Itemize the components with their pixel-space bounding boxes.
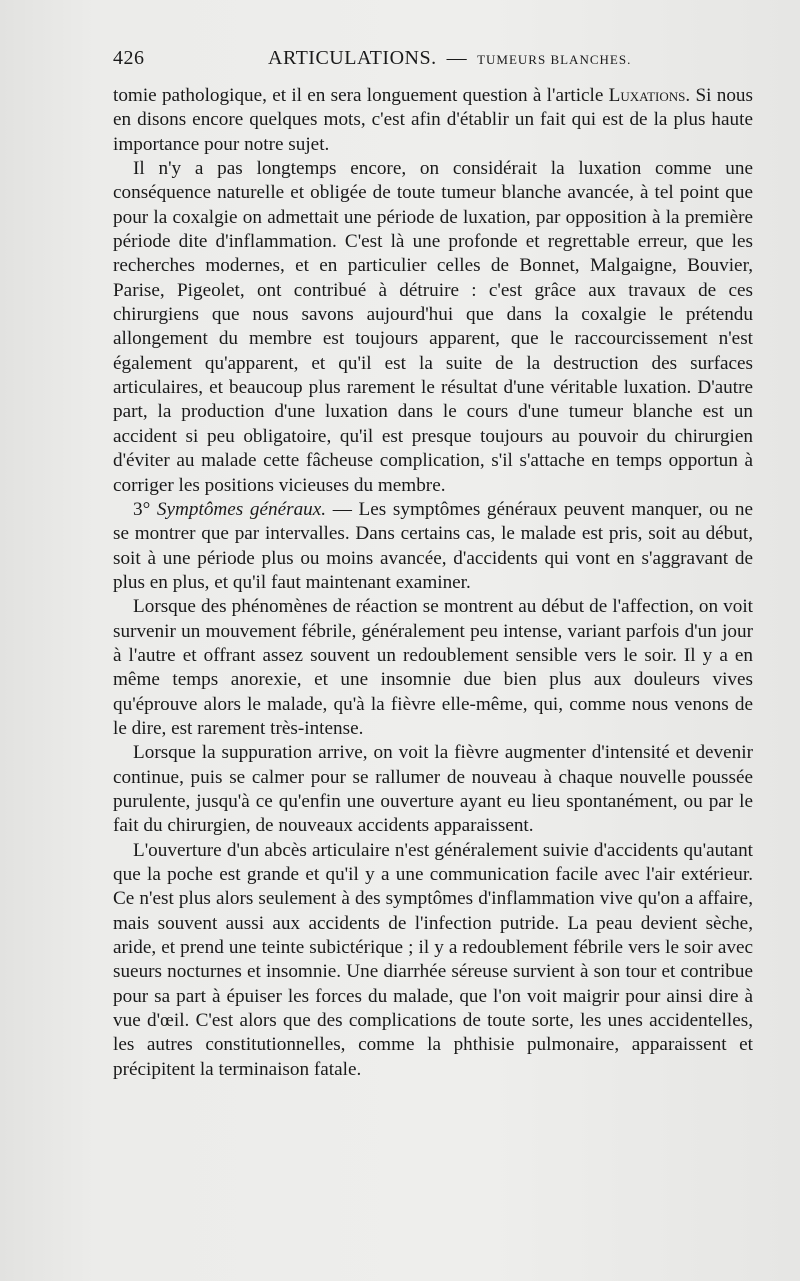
- header-subtitle: TUMEURS BLANCHES.: [477, 52, 632, 67]
- paragraph-2: Il n'y a pas longtemps encore, on considérait la luxation comme une conséquence naturelle et obligée de toute tumeur blanche avancée, à tel point que pour la coxalgie on admettait une période de luxation, par opposition à la première période dite d'inflammation. C'est là une profonde et regrettable erreur, que les recherches modernes, et en particulier celles de Bonnet, Malgaigne, Bouvier, Parise, Pigeolet, ont contribué à détruire : c'est grâce aux travaux de ces chirurgiens que nous savons aujourd'hui que dans la coxalgie le prétendu allongement du membre est toujours apparent, que le raccourcissement n'est également qu'apparent, et qu'il est la suite de la destruction des surfaces articulaires, et beaucoup plus rarement le résultat d'une véritable luxation. D'autre part, la production d'une luxation dans le cours d'une tumeur blanche est un accident si peu obligatoire, qu'il est presque toujours au pouvoir du chirurgien d'éviter au malade cette fâcheuse complication, s'il s'attache en temps opportun à corriger les positions vicieuses du membre.: [113, 158, 753, 496]
- paragraph-5: Lorsque la suppuration arrive, on voit la fièvre augmenter d'intensité et devenir continue, puis se calmer pour se rallumer de nouveau à chaque nouvelle poussée purulente, jusqu'à ce qu'enfin une ouverture ayant eu lieu spontanément, ou par le fait du chirurgien, de nouveaux accidents apparaissent.: [113, 742, 753, 837]
- section-heading: Symptômes généraux.: [156, 498, 327, 520]
- paragraph-1-tail: . Si nous en disons encore quelques mots, c'est afin d'établir un fait qui est de la plus haute importance pour notre sujet.: [113, 85, 753, 155]
- running-title: [268, 47, 631, 70]
- body-text: [113, 84, 753, 1082]
- header-dash: —: [446, 47, 468, 69]
- running-header: [113, 47, 753, 77]
- section-number: 3°: [133, 498, 151, 520]
- page-number: 426: [113, 47, 145, 69]
- paragraph-3: [113, 498, 753, 595]
- paragraph-3-text: — Les symptômes généraux peuvent manquer, ou ne se montrer que par intervalles. Dans certains cas, le malade est pris, soit au début, soit à une période plus ou moins avancée, d'accidents qui vont en s'aggravant de plus en plus, et qu'il faut maintenant examiner.: [113, 498, 753, 593]
- paragraph-6: L'ouverture d'un abcès articulaire n'est généralement suivie d'accidents qu'autant que la poche est grande et qu'il y a une communication facile avec l'air extérieur. Ce n'est plus alors seulement à des symptômes d'inflammation vive qu'on a affaire, mais souvent aussi aux accidents de l'infection putride. La peau devient sèche, aride, et prend une teinte subictérique ; il y a redoublement fébrile vers le soir avec sueurs nocturnes et insomnie. Une diarrhée séreuse survient à son tour et contribue pour sa part à épuiser les forces du malade, que l'on voit maigrir pour ainsi dire à vue d'œil. C'est alors que des complications de toute sorte, les unes accidentelles, les autres constitutionnelles, comme la phthisie pulmonaire, apparaissent et précipitent la terminaison fatale.: [113, 839, 753, 1080]
- paragraph-4: Lorsque des phénomènes de réaction se montrent au début de l'affection, on voit survenir un mouvement fébrile, généralement peu intense, variant parfois d'un jour à l'autre et offrant assez souvent un redoublement sensible vers le soir. Il y a en même temps anorexie, et une insomnie due bien plus aux douleurs vives qu'éprouve alors le malade, qu'à la fièvre elle-même, qui, comme nous venons de le dire, est rarement très-intense.: [113, 596, 753, 739]
- paragraph-1: [113, 84, 753, 157]
- paragraph-1-lead: tomie pathologique, et il en sera longuement question à l'article: [113, 85, 609, 106]
- header-title: ARTICULATIONS.: [268, 47, 437, 69]
- paragraph-1-smallcaps: Luxations: [608, 85, 686, 106]
